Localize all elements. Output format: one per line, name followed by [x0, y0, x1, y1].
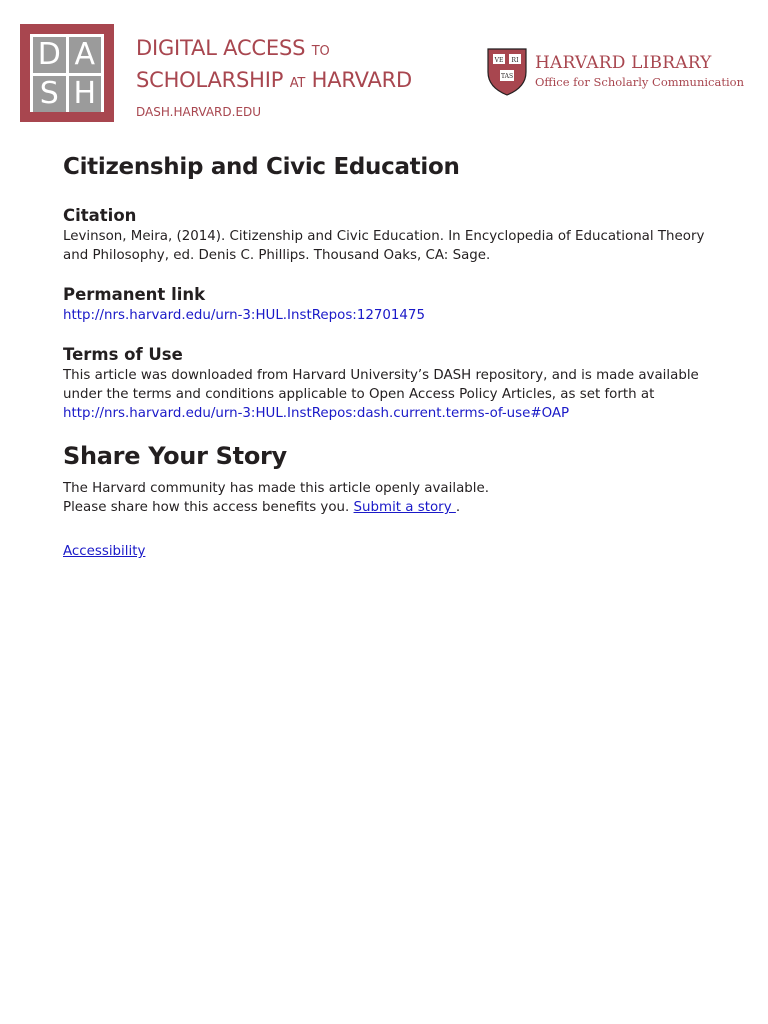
terms-of-use-text: [63, 366, 713, 423]
submit-story-link[interactable]: Submit a story: [353, 500, 456, 515]
terms-of-use-link[interactable]: http://nrs.harvard.edu/urn-3:HUL.InstRepos:dash.current.terms-of-use#OAP: [63, 406, 570, 421]
shield-letters-tas: TAS: [500, 73, 514, 80]
spacer: [63, 423, 713, 439]
spacer: [63, 325, 713, 344]
dash-logo-letter-s: S: [33, 76, 66, 112]
permanent-link[interactable]: http://nrs.harvard.edu/urn-3:HUL.InstRepos:12701475: [63, 308, 425, 323]
dash-wordmark-to: TO: [311, 44, 330, 59]
dash-wordmark-line-2: [136, 66, 412, 98]
dash-logo-letter-d: D: [33, 37, 66, 73]
terms-of-use-body: This article was downloaded from Harvard University’s DASH repository, and is made available under the terms and conditions applicable to Open Access Policy Articles, as set forth at: [63, 368, 699, 402]
accessibility-row: [63, 542, 713, 561]
shield-letters-ve: VE: [494, 57, 504, 64]
dash-logo-grid: [30, 34, 104, 112]
accessibility-link[interactable]: Accessibility: [63, 544, 146, 559]
harvard-library-wordmark: [535, 52, 744, 90]
share-story-line-1: The Harvard community has made this article openly available.: [63, 481, 490, 496]
share-story-period: .: [455, 500, 461, 515]
citation-text: Levinson, Meira, (2014). Citizenship and Civic Education. In Encyclopedia of Educational Theory and Philosophy, ed. Denis C. Phillips. Thousand Oaks, CA: Sage.: [63, 229, 705, 263]
spacer: [63, 184, 713, 205]
header: [0, 0, 768, 140]
terms-of-use-heading: Terms of Use: [63, 345, 183, 364]
dash-logo-letter-h: H: [69, 76, 102, 112]
spacer: [63, 265, 713, 284]
harvard-library-subtitle: Office for Scholarly Communication: [535, 75, 744, 89]
harvard-library-title: HARVARD LIBRARY: [535, 53, 712, 73]
dash-wordmark: [136, 34, 412, 120]
dash-wordmark-at: AT: [289, 76, 306, 91]
dash-wordmark-scholarship: SCHOLARSHIP: [136, 68, 284, 92]
harvard-library-logo: [487, 48, 757, 100]
citation-heading: Citation: [63, 206, 137, 225]
dash-wordmark-digital-access: DIGITAL ACCESS: [136, 36, 306, 60]
harvard-shield-icon: [487, 48, 527, 96]
permanent-link-row: [63, 306, 713, 325]
share-story-prompt: Please share how this access benefits you.: [63, 500, 354, 515]
document-title: Citizenship and Civic Education: [63, 154, 460, 180]
share-story-heading: Share Your Story: [63, 442, 287, 470]
spacer: [63, 517, 713, 542]
shield-letters-ri: RI: [511, 57, 519, 64]
dash-wordmark-harvard: HARVARD: [311, 68, 412, 92]
document-cover: [63, 150, 713, 561]
dash-wordmark-line-1: [136, 34, 412, 66]
dash-logo-letter-a: A: [69, 37, 102, 73]
dash-url: DASH.HARVARD.EDU: [136, 105, 262, 119]
dash-logo: [20, 24, 114, 122]
share-story-line-2: [63, 498, 713, 517]
permanent-link-heading: Permanent link: [63, 285, 206, 304]
